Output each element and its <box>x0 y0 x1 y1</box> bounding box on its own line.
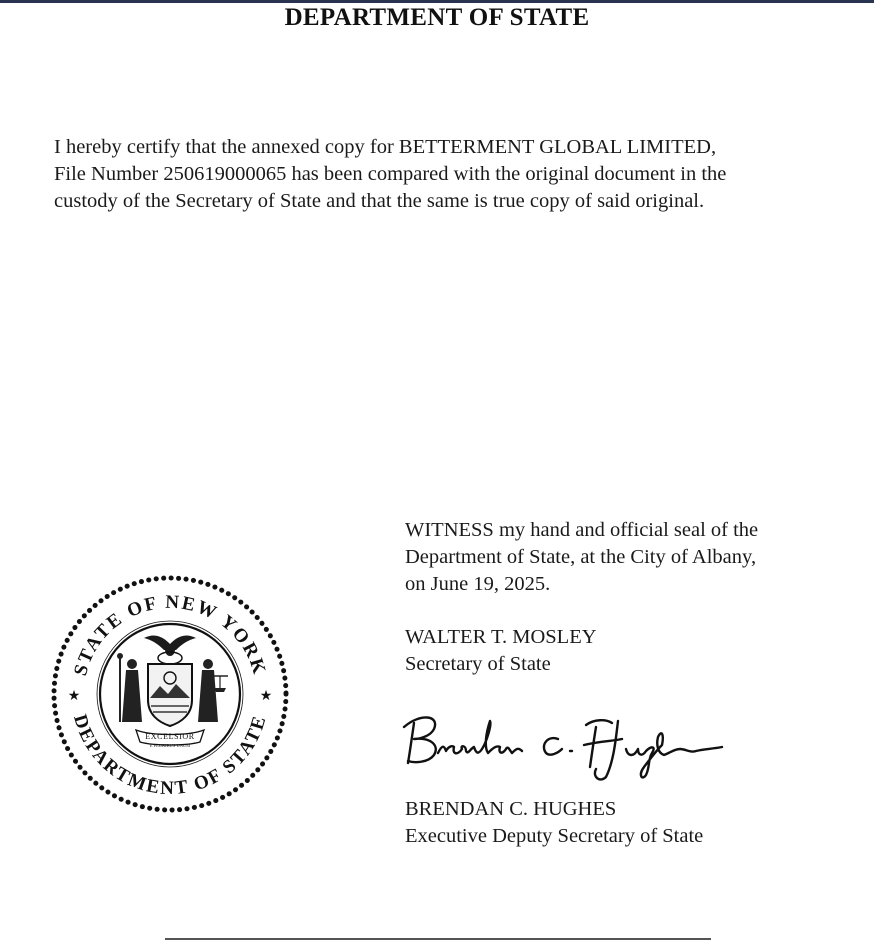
witness-line: WITNESS my hand and official seal of the <box>405 519 759 541</box>
secretary-title: Secretary of State <box>405 653 551 675</box>
witness-line: on June 19, 2025. <box>405 573 551 595</box>
certification-line: custody of the Secretary of State and that the same is true copy of said original. <box>54 190 705 212</box>
signatory-block <box>405 796 703 850</box>
handwritten-signature <box>400 705 730 785</box>
secretary-name: WALTER T. MOSLEY <box>405 626 597 648</box>
seal-motto: EXCELSIOR <box>145 732 195 741</box>
secretary-block <box>405 624 597 678</box>
certification-paragraph <box>54 134 844 215</box>
signatory-title: Executive Deputy Secretary of State <box>405 825 704 847</box>
witness-paragraph <box>405 517 845 598</box>
bottom-divider <box>165 938 711 940</box>
svg-text:DEPARTMENT OF STATE: DEPARTMENT OF STATE <box>69 712 271 800</box>
page-title: DEPARTMENT OF STATE <box>284 4 590 31</box>
svg-text:★: ★ <box>259 688 273 704</box>
certification-line: I hereby certify that the annexed copy for BETTERMENT GLOBAL LIMITED, <box>54 136 717 158</box>
certification-line: File Number 250619000065 has been compared with the original document in the <box>54 163 727 185</box>
state-seal-icon <box>48 572 292 816</box>
svg-text:★: ★ <box>67 688 81 704</box>
signatory-name: BRENDAN C. HUGHES <box>405 798 617 820</box>
svg-text:STATE OF NEW YORK: STATE OF NEW YORK <box>70 591 270 679</box>
witness-line: Department of State, at the City of Albany, <box>405 546 757 568</box>
seal-sub-motto: E PLURIBUS UNUM <box>149 743 191 748</box>
top-border <box>0 0 874 3</box>
